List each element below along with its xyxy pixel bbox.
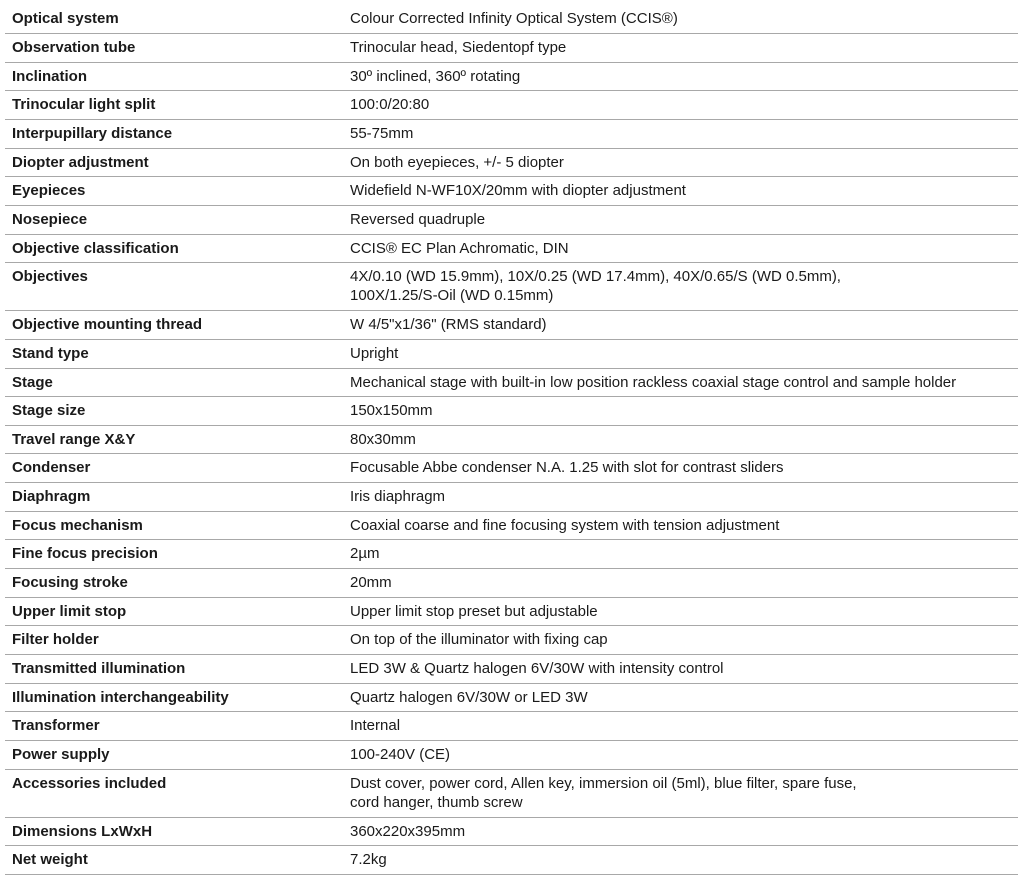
spec-value: 80x30mm — [336, 425, 1018, 454]
spec-row — [5, 712, 1018, 741]
spec-value: Focusable Abbe condenser N.A. 1.25 with slot for contrast sliders — [336, 454, 1018, 483]
spec-row — [5, 846, 1018, 875]
spec-label: Fine focus precision — [5, 540, 336, 569]
spec-value: 20mm — [336, 569, 1018, 598]
spec-label: Observation tube — [5, 34, 336, 63]
spec-value: Trinocular head, Siedentopf type — [336, 34, 1018, 63]
spec-label: Trinocular light split — [5, 91, 336, 120]
spec-table-body — [5, 5, 1018, 874]
spec-label: Dimensions LxWxH — [5, 817, 336, 846]
spec-label: Diopter adjustment — [5, 148, 336, 177]
spec-value: 7.2kg — [336, 846, 1018, 875]
spec-value: Mechanical stage with built-in low position rackless coaxial stage control and sample holder — [336, 368, 1018, 397]
spec-row — [5, 148, 1018, 177]
spec-label: Stage size — [5, 397, 336, 426]
spec-value: 360x220x395mm — [336, 817, 1018, 846]
spec-table — [5, 5, 1018, 875]
spec-row — [5, 654, 1018, 683]
spec-row — [5, 34, 1018, 63]
spec-row — [5, 425, 1018, 454]
spec-label: Power supply — [5, 740, 336, 769]
spec-label: Transmitted illumination — [5, 654, 336, 683]
spec-row — [5, 540, 1018, 569]
spec-label: Upper limit stop — [5, 597, 336, 626]
spec-value: CCIS® EC Plan Achromatic, DIN — [336, 234, 1018, 263]
spec-label: Travel range X&Y — [5, 425, 336, 454]
spec-row — [5, 120, 1018, 149]
spec-label: Net weight — [5, 846, 336, 875]
spec-row — [5, 91, 1018, 120]
spec-label: Nosepiece — [5, 205, 336, 234]
spec-value: 2µm — [336, 540, 1018, 569]
spec-row — [5, 263, 1018, 311]
spec-label: Stage — [5, 368, 336, 397]
spec-label: Objectives — [5, 263, 336, 311]
spec-value: 150x150mm — [336, 397, 1018, 426]
spec-label: Focus mechanism — [5, 511, 336, 540]
spec-row — [5, 769, 1018, 817]
spec-value: 55-75mm — [336, 120, 1018, 149]
spec-value: On top of the illuminator with fixing cap — [336, 626, 1018, 655]
spec-row — [5, 511, 1018, 540]
spec-label: Stand type — [5, 339, 336, 368]
spec-row — [5, 5, 1018, 34]
spec-value: Dust cover, power cord, Allen key, immersion oil (5ml), blue filter, spare fuse, cord hanger, thumb screw — [336, 769, 1018, 817]
spec-value: W 4/5"x1/36" (RMS standard) — [336, 311, 1018, 340]
spec-row — [5, 205, 1018, 234]
spec-label: Filter holder — [5, 626, 336, 655]
spec-label: Optical system — [5, 5, 336, 34]
spec-label: Focusing stroke — [5, 569, 336, 598]
spec-label: Accessories included — [5, 769, 336, 817]
spec-row — [5, 626, 1018, 655]
spec-value: 30º inclined, 360º rotating — [336, 62, 1018, 91]
spec-value: Reversed quadruple — [336, 205, 1018, 234]
spec-row — [5, 454, 1018, 483]
spec-row — [5, 683, 1018, 712]
spec-value: Iris diaphragm — [336, 483, 1018, 512]
spec-row — [5, 397, 1018, 426]
spec-value: Widefield N-WF10X/20mm with diopter adjustment — [336, 177, 1018, 206]
spec-row — [5, 483, 1018, 512]
spec-row — [5, 368, 1018, 397]
spec-row — [5, 234, 1018, 263]
spec-label: Inclination — [5, 62, 336, 91]
spec-value: Internal — [336, 712, 1018, 741]
spec-value: 4X/0.10 (WD 15.9mm), 10X/0.25 (WD 17.4mm), 40X/0.65/S (WD 0.5mm), 100X/1.25/S-Oil (WD 0.15mm) — [336, 263, 1018, 311]
spec-row — [5, 339, 1018, 368]
spec-row — [5, 311, 1018, 340]
spec-row — [5, 177, 1018, 206]
spec-label: Diaphragm — [5, 483, 336, 512]
spec-label: Transformer — [5, 712, 336, 741]
spec-row — [5, 740, 1018, 769]
spec-label: Condenser — [5, 454, 336, 483]
spec-label: Interpupillary distance — [5, 120, 336, 149]
spec-value: LED 3W & Quartz halogen 6V/30W with intensity control — [336, 654, 1018, 683]
spec-label: Eyepieces — [5, 177, 336, 206]
spec-row — [5, 62, 1018, 91]
spec-row — [5, 569, 1018, 598]
spec-value: Colour Corrected Infinity Optical System (CCIS®) — [336, 5, 1018, 34]
spec-label: Objective classification — [5, 234, 336, 263]
spec-value: Coaxial coarse and fine focusing system with tension adjustment — [336, 511, 1018, 540]
spec-value: 100:0/20:80 — [336, 91, 1018, 120]
spec-value: 100-240V (CE) — [336, 740, 1018, 769]
spec-value: Upright — [336, 339, 1018, 368]
spec-row — [5, 597, 1018, 626]
spec-value: Quartz halogen 6V/30W or LED 3W — [336, 683, 1018, 712]
spec-value: Upper limit stop preset but adjustable — [336, 597, 1018, 626]
spec-row — [5, 817, 1018, 846]
spec-value: On both eyepieces, +/- 5 diopter — [336, 148, 1018, 177]
spec-label: Objective mounting thread — [5, 311, 336, 340]
spec-label: Illumination interchangeability — [5, 683, 336, 712]
